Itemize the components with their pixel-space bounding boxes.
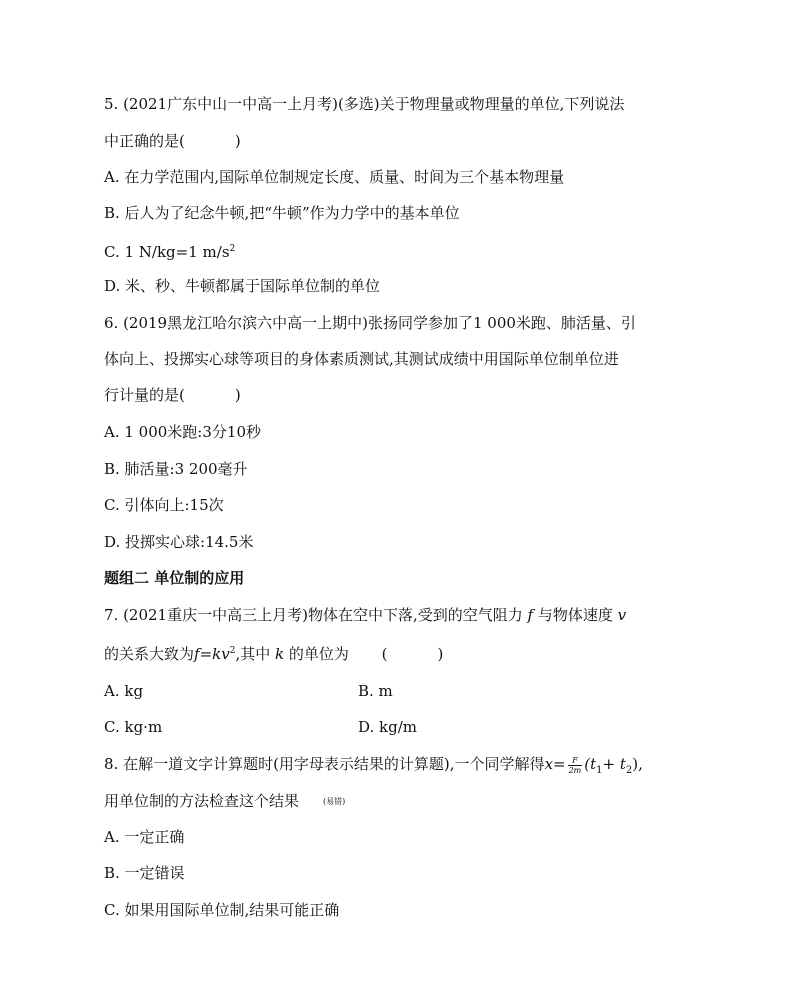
q7-stem-text-c: 的关系大致为 [104,645,195,663]
q8-tag-easy-mistake: (易错) [323,797,346,806]
q7-var-k: k [275,645,285,663]
q7-stem-text-e: 的单位为 [288,645,349,663]
q7-option-a: A. kg [104,682,144,700]
q5-option-c [104,239,704,262]
q5-option-c-text: C. 1 N/kg=1 m/s [104,243,230,261]
q7-paren-open: ( [381,645,388,663]
q8-formula-t2: + t [602,755,626,773]
q7-stem-text-a: 7. (2021重庆一中高三上月考)物体在空中下落,受到的空气阻力 [104,606,523,624]
q7-option-b: B. m [358,682,393,700]
q5-stem-line2 [104,131,704,151]
q7-formula: f=kv [194,645,230,663]
q8-option-b: B. 一定错误 [104,864,185,882]
q6-stem-line2: 体向上、投掷实心球等项目的身体素质测试,其测试成绩中用国际单位制单位进 [104,350,619,368]
q6-option-c: C. 引体向上:15次 [104,496,224,514]
q5-option-b: B. 后人为了纪念牛顿,把“牛顿”作为力学中的基本单位 [104,204,460,222]
q8-fraction-denominator: 2m [568,765,582,775]
q6-stem-line3 [104,385,704,405]
q8-stem-text: 8. 在解一道文字计算题时(用字母表示结果的计算题),一个同学解得 [104,755,545,773]
q7-option-c: C. kg·m [104,718,163,736]
q7-paren-close: ) [437,645,444,663]
q8-sub1: 1 [596,765,603,776]
q7-var-f: f [527,606,534,624]
q8-sub2: 2 [625,765,633,776]
q7-option-d: D. kg/m [358,718,417,736]
q7-stem-text-b: 与物体速度 [537,606,613,624]
q8-stem-text-2: 用单位制的方法检查这个结果 [104,792,300,810]
q8-stem-line2 [104,791,704,812]
q5-option-d: D. 米、秒、牛顿都属于国际单位制的单位 [104,277,381,295]
q6-option-d: D. 投掷实心球:14.5米 [104,533,254,551]
q5-option-a: A. 在力学范围内,国际单位制规定长度、质量、时间为三个基本物理量 [104,168,565,186]
q5-stem-text: 中正确的是( [104,132,185,150]
q8-formula-close: ), [632,755,643,773]
q5-stem-line1: 5. (2021广东中山一中高一上月考)(多选)关于物理量或物理量的单位,下列说法 [104,95,625,113]
q8-fraction-numerator: F [568,756,583,766]
q8-stem-line1 [104,754,704,781]
q7-stem-line2 [104,641,704,664]
q8-option-c: C. 如果用国际单位制,结果可能正确 [104,901,340,919]
q7-formula-sup: 2 [229,646,236,656]
q8-fraction [568,756,583,775]
section-heading: 题组二 单位制的应用 [104,569,245,587]
q7-stem-line1 [104,605,704,625]
q6-stem-text: 行计量的是( [104,386,185,404]
q8-formula-t1: (t [584,755,597,773]
q6-option-a: A. 1 000米跑:3分10秒 [104,423,261,441]
q7-stem-text-d: ,其中 [235,645,271,663]
q6-stem-line1: 6. (2019黑龙江哈尔滨六中高一上期中)张扬同学参加了1 000米跑、肺活量、引 [104,314,636,332]
q8-option-a: A. 一定正确 [104,828,185,846]
q5-paren-close: ) [234,132,241,150]
q5-option-c-sup: 2 [229,244,236,254]
q8-formula-x: x= [544,755,566,773]
q6-paren-close: ) [234,386,241,404]
q6-option-b: B. 肺活量:3 200毫升 [104,460,248,478]
q7-var-v: v [617,606,627,624]
